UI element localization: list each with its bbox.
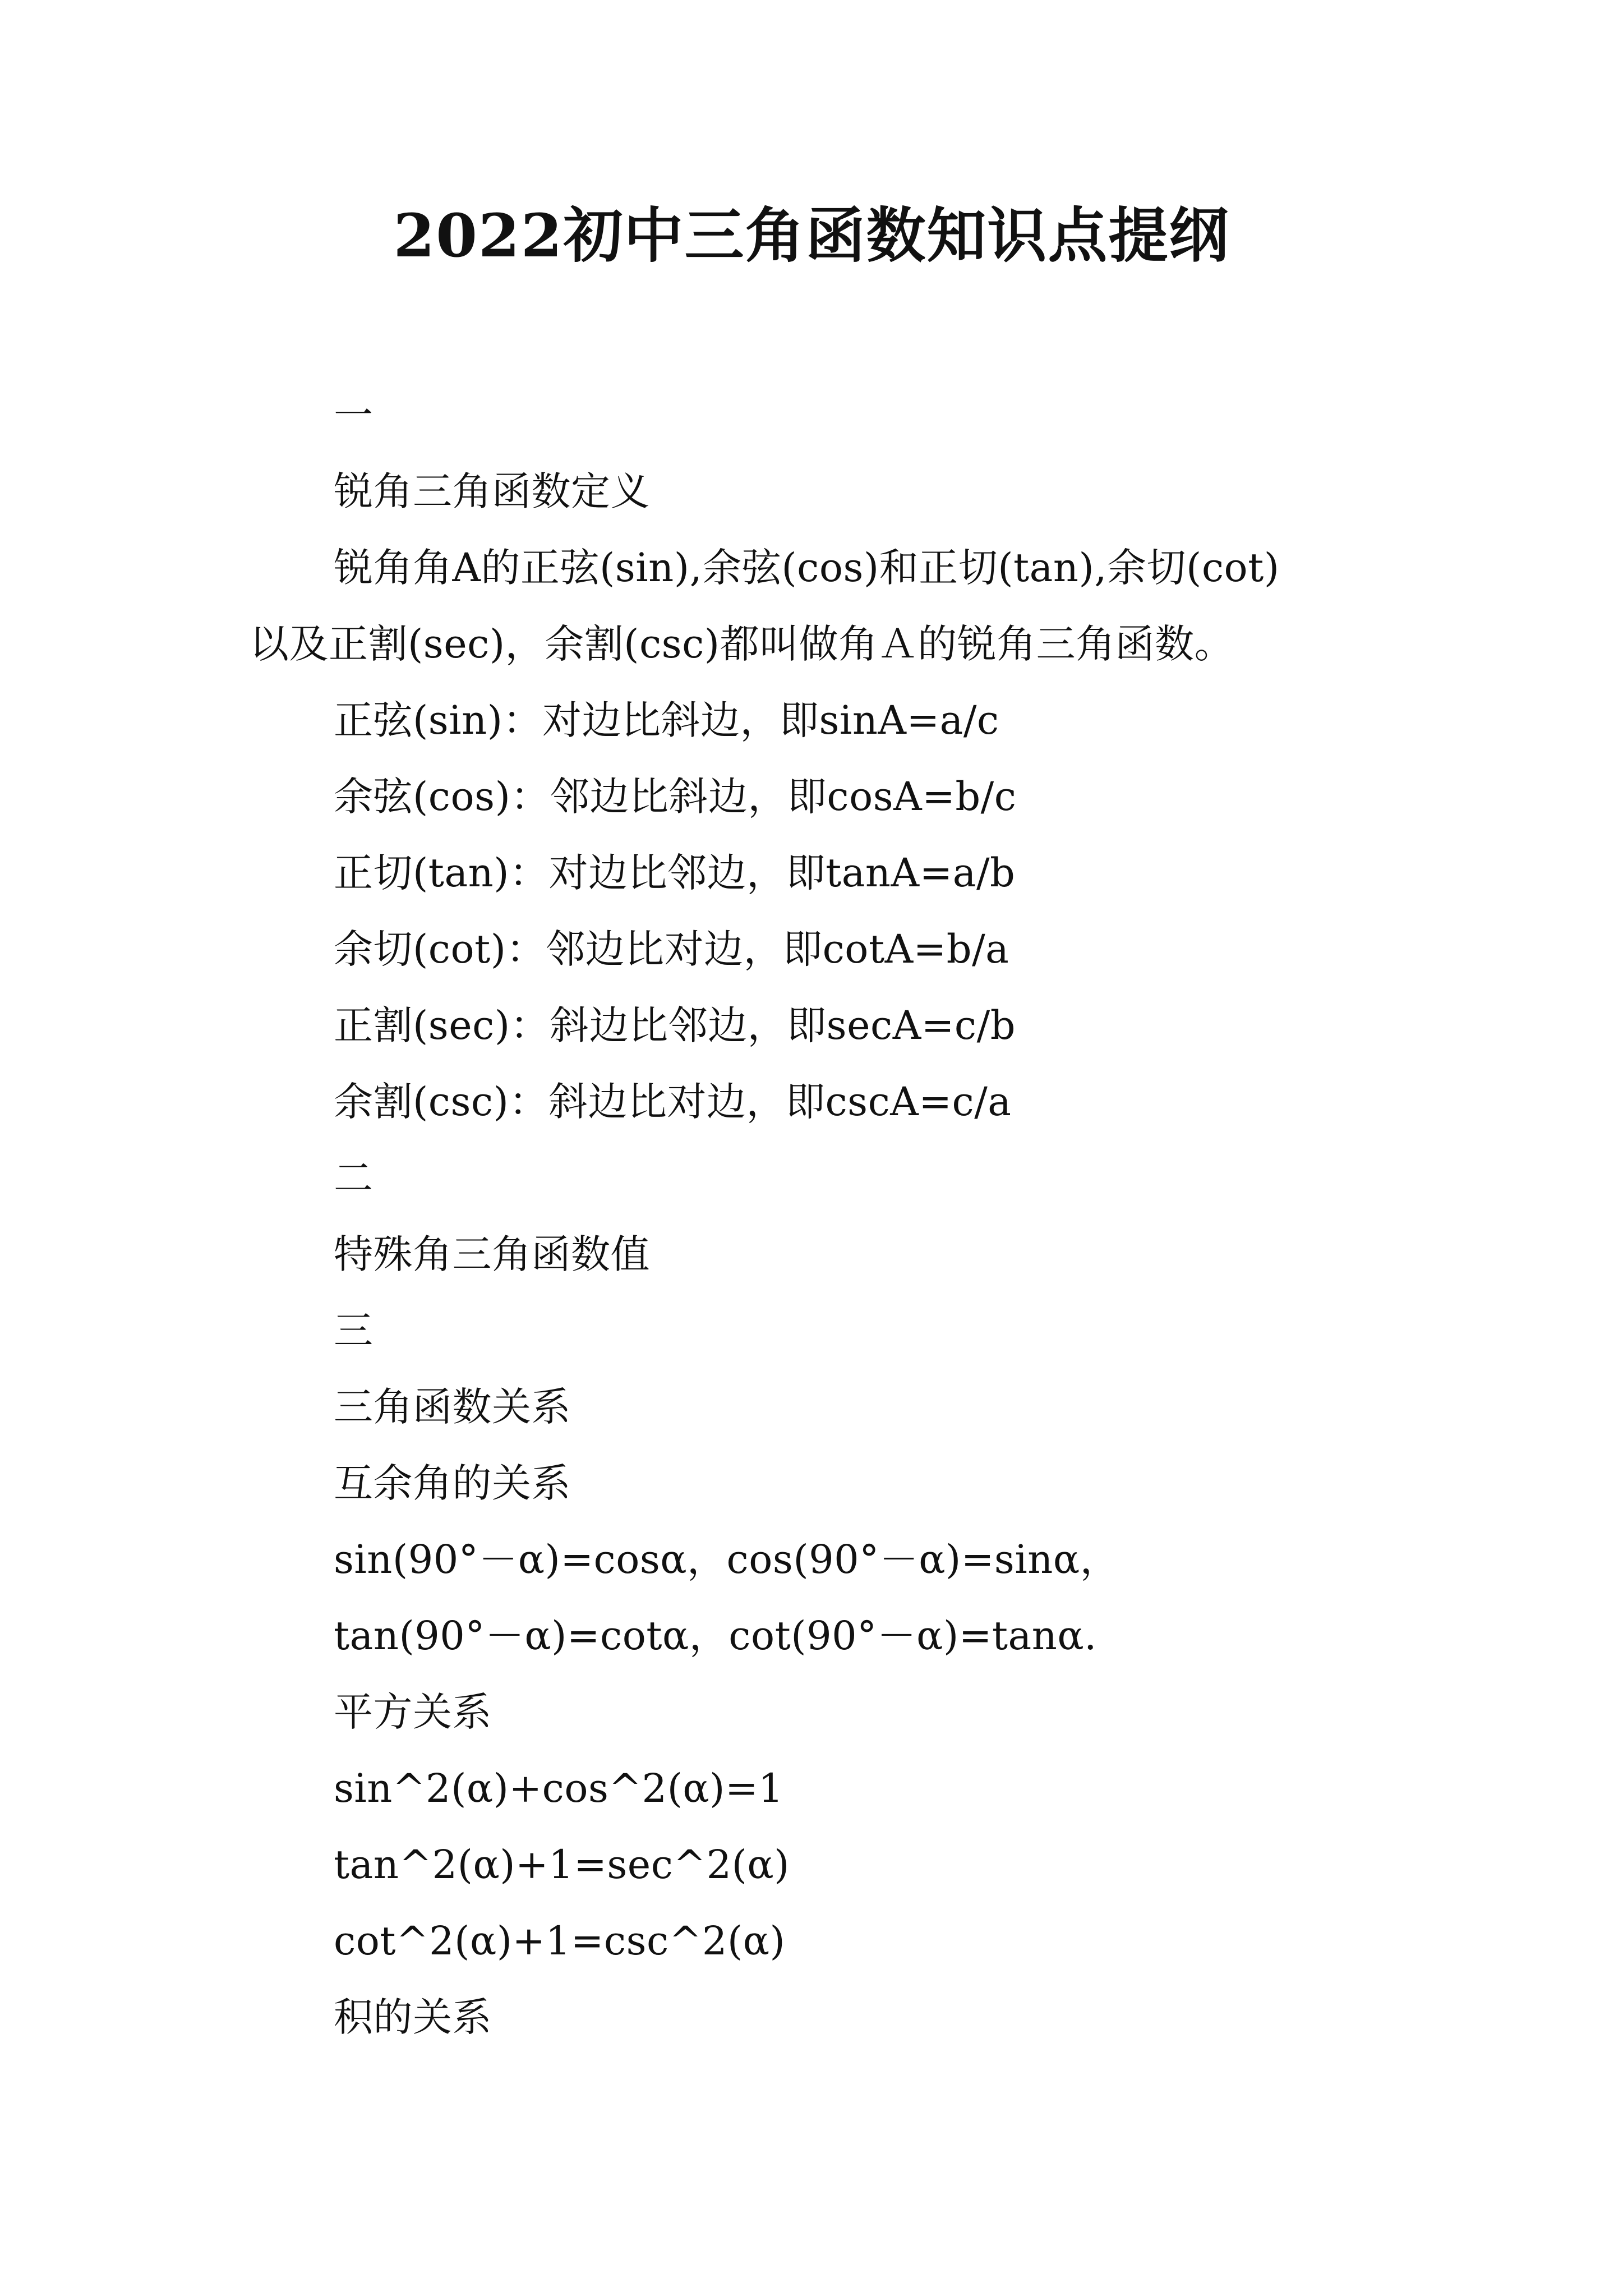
text-line: 互余角的关系 xyxy=(334,1460,571,1506)
text-line: 一 xyxy=(334,392,374,438)
text-line: 三角函数关系 xyxy=(334,1384,571,1430)
text-line: 二 xyxy=(334,1155,374,1201)
text-line: 以及正割(sec)，余割(csc)都叫做角Ａ的锐角三角函数。 xyxy=(250,621,1234,667)
text-line: 三 xyxy=(334,1308,374,1354)
document-title: 2022初中三角函数知识点提纲 xyxy=(393,200,1230,270)
text-line: 余切(cot)：邻边比对边，即cotA=b/a xyxy=(334,926,1009,972)
text-line: 正割(sec)：斜边比邻边，即secA=c/b xyxy=(334,1002,1016,1048)
text-line: 余割(csc)：斜边比对边，即cscA=c/a xyxy=(334,1079,1012,1125)
document-body xyxy=(250,377,1405,2055)
text-line: 余弦(cos)：邻边比斜边，即cosA=b/c xyxy=(334,774,1017,820)
text-line: tan(90°－α)=cotα，cot(90°－α)=tanα. xyxy=(334,1613,1097,1659)
text-line: 正切(tan)：对边比邻边，即tanA=a/b xyxy=(334,850,1016,896)
text-line: sin^2(α)+cos^2(α)=1 xyxy=(334,1765,784,1811)
text-line: cot^2(α)+1=csc^2(α) xyxy=(334,1918,786,1964)
text-line: 锐角三角函数定义 xyxy=(334,468,650,514)
text-line: 平方关系 xyxy=(334,1689,492,1735)
text-line: tan^2(α)+1=sec^2(α) xyxy=(334,1842,790,1888)
text-line: 正弦(sin)：对边比斜边，即sinA=a/c xyxy=(334,697,999,743)
text-line: 锐角角A的正弦(sin),余弦(cos)和正切(tan),余切(cot) xyxy=(334,545,1280,591)
text-line: 特殊角三角函数值 xyxy=(334,1231,650,1277)
text-line: 积的关系 xyxy=(334,1994,492,2040)
text-line: sin(90°－α)=cosα，cos(90°－α)=sinα， xyxy=(334,1536,1120,1582)
